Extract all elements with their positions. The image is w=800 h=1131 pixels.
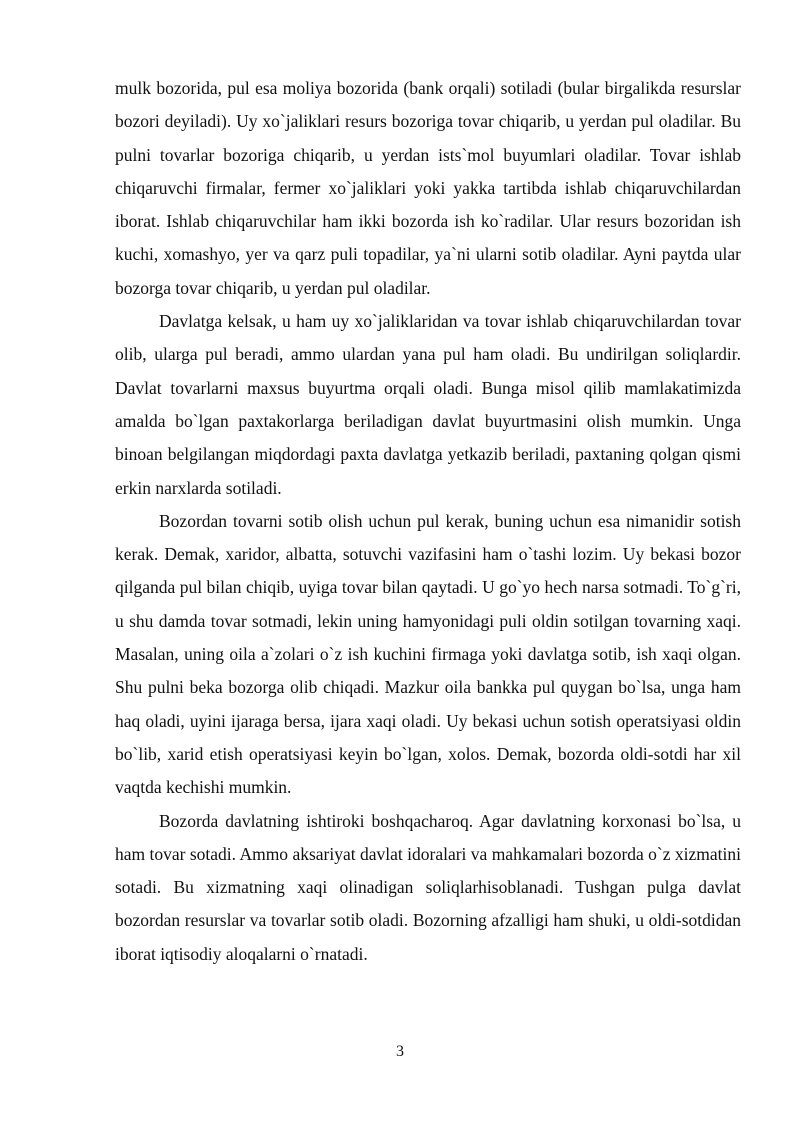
document-page xyxy=(115,72,741,971)
paragraph-3: Bozordan tovarni sotib olish uchun pul kerak, buning uchun esa nimanidir sotish kerak. Demak, xaridor, albatta, sotuvchi vazifasini ham o`tashi lozim. Uy bekasi bozor qilganda pul bilan chiqib, uyiga tovar bilan qaytadi. U go`yo hech narsa sotmadi. To`g`ri, u shu damda tovar sotmadi, lekin uning hamyonidagi puli oldin sotilgan tovarning xaqi. Masalan, uning oila a`zolari o`z ish kuchini firmaga yoki davlatga sotib, ish xaqi olgan. Shu pulni beka bozorga olib chiqadi. Mazkur oila bankka pul quygan bo`lsa, unga ham haq oladi, uyini ijaraga bersa, ijara xaqi oladi. Uy bekasi uchun sotish operatsiyasi oldin bo`lib, xarid etish operatsiyasi keyin bo`lgan, xolos. Demak, bozorda oldi-sotdi har xil vaqtda kechishi mumkin. xyxy=(115,510,741,798)
paragraph-2: Davlatga kelsak, u ham uy xo`jaliklaridan va tovar ishlab chiqaruvchilardan tovar olib, ularga pul beradi, ammo ulardan yana pul ham oladi. Bu undirilgan soliqlardir. Davlat tovarlarni maxsus buyurtma orqali oladi. Bunga misol qilib mamlakatimizda amalda bo`lgan paxtakorlarga beriladigan davlat buyurtmasini olish mumkin. Unga binoan belgilangan miqdordagi paxta davlatga yetkazib beriladi, paxtaning qolgan qismi erkin narxlarda sotiladi. xyxy=(115,311,741,498)
page-number: 3 xyxy=(396,1043,404,1060)
paragraph-4: Bozorda davlatning ishtiroki boshqacharoq. Agar davlatning korxonasi bo`lsa, u ham tovar sotadi. Ammo aksariyat davlat idoralari va mahkamalari bozorda o`z xizmatini sotadi. Bu xizmatning xaqi olinadigan soliqlarhisoblanadi. Tushgan pulga davlat bozordan resurslar va tovarlar sotib oladi. Bozorning afzalligi ham shuki, u oldi-sotdidan iborat iqtisodiy aloqalarni o`rnatadi. xyxy=(115,810,741,964)
paragraph-1: mulk bozorida, pul esa moliya bozorida (bank orqali) sotiladi (bular birgalikda resurslar bozori deyiladi). Uy xo`jaliklari resurs bozoriga tovar chiqarib, u yerdan pul oladilar. Bu pulni tovarlar bozoriga chiqarib, u yerdan ists`mol buyumlari oladilar. Tovar ishlab chiqaruvchi firmalar, fermer xo`jaliklari yoki yakka tartibda ishlab chiqaruvchilardan iborat. Ishlab chiqaruvchilar ham ikki bozorda ish ko`radilar. Ular resurs bozoridan ish kuchi, xomashyo, yer va qarz puli topadilar, ya`ni ularni sotib oladilar. Ayni paytda ular bozorga tovar chiqarib, u yerdan pul oladilar. xyxy=(115,78,741,298)
